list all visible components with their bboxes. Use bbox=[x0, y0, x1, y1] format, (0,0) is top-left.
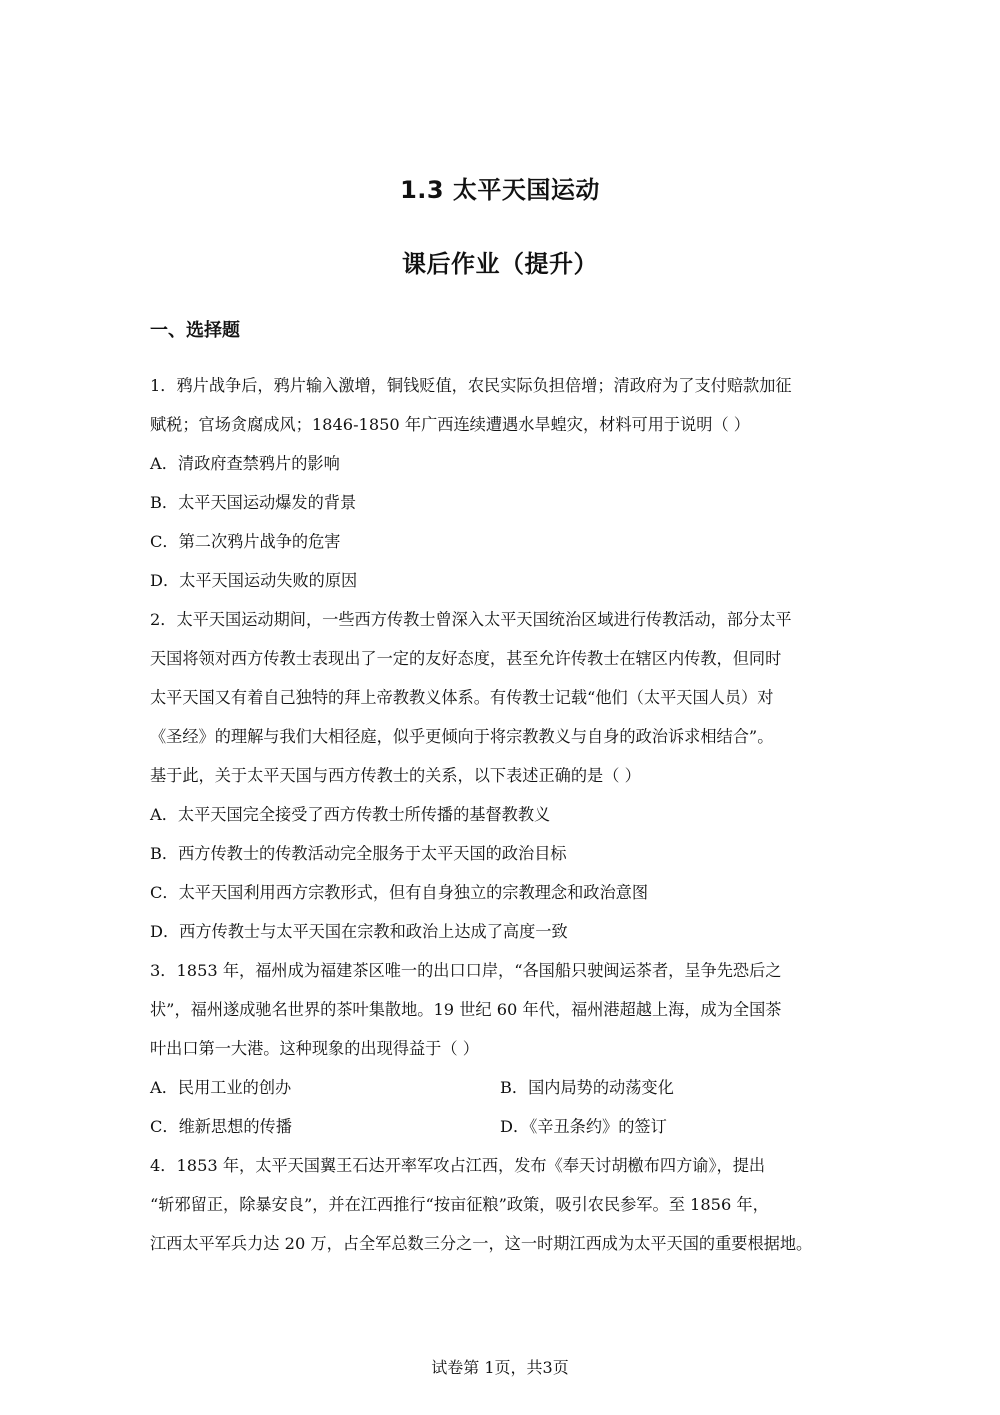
question-text-line: 天国将领对西方传教士表现出了一定的友好态度，甚至允许传教士在辖区内传教，但同时 bbox=[150, 649, 782, 668]
option-row bbox=[150, 1068, 865, 1107]
question-text-line: 赋税；官场贪腐成风；1846-1850 年广西连续遭遇水旱蝗灾，材料可用于说明（ ） bbox=[150, 415, 750, 434]
question-text-line: 状”，福州遂成驰名世界的茶叶集散地。19 世纪 60 年代，福州港超越上海，成为全国茶 bbox=[150, 1000, 782, 1019]
option-b: B．西方传教士的传教活动完全服务于太平天国的政治目标 bbox=[150, 844, 567, 863]
question-text-line: “斩邪留正，除暴安良”，并在江西推行“按亩征粮”政策，吸引农民参军。至 1856 年， bbox=[150, 1195, 769, 1214]
question-text-line: 1．鸦片战争后，鸦片输入激增，铜钱贬值，农民实际负担倍增；清政府为了支付赔款加征 bbox=[150, 376, 792, 395]
option-a: A．民用工业的创办 bbox=[150, 1078, 292, 1097]
question-1 bbox=[150, 366, 865, 600]
option-c: C．维新思想的传播 bbox=[150, 1117, 292, 1136]
question-text-line: 《圣经》的理解与我们大相径庭，似乎更倾向于将宗教教义与自身的政治诉求相结合”。 bbox=[150, 727, 774, 746]
question-text-line: 3．1853 年，福州成为福建茶区唯一的出口口岸，“各国船只驶闽运茶者，呈争先恐后之 bbox=[150, 961, 782, 980]
page-title: 1.3 太平天国运动 bbox=[400, 176, 600, 204]
option-b: B．国内局势的动荡变化 bbox=[500, 1078, 674, 1097]
option-d: D．西方传教士与太平天国在宗教和政治上达成了高度一致 bbox=[150, 922, 568, 941]
question-text-line: 太平天国又有着自己独特的拜上帝教教义体系。有传教士记载“他们（太平天国人员）对 bbox=[150, 688, 774, 707]
question-list bbox=[150, 366, 865, 1263]
option-d: D．《辛丑条约》的签订 bbox=[500, 1117, 667, 1136]
option-c: C．第二次鸦片战争的危害 bbox=[150, 532, 341, 551]
question-text-line: 2．太平天国运动期间，一些西方传教士曾深入太平天国统治区域进行传教活动，部分太平 bbox=[150, 610, 792, 629]
question-text-line: 叶出口第一大港。这种现象的出现得益于（ ） bbox=[150, 1039, 479, 1058]
option-row bbox=[150, 1107, 865, 1146]
section-title: 一、选择题 bbox=[150, 320, 240, 341]
option-a: A．清政府查禁鸦片的影响 bbox=[150, 454, 340, 473]
question-text-line: 4．1853 年，太平天国翼王石达开率军攻占江西，发布《奉天讨胡檄布四方谕》，提出 bbox=[150, 1156, 766, 1175]
question-3 bbox=[150, 951, 865, 1146]
page-subtitle: 课后作业（提升） bbox=[402, 250, 598, 278]
question-2 bbox=[150, 600, 865, 951]
option-d: D．太平天国运动失败的原因 bbox=[150, 571, 358, 590]
option-b: B．太平天国运动爆发的背景 bbox=[150, 493, 357, 512]
question-text-line: 基于此，关于太平天国与西方传教士的关系，以下表述正确的是（ ） bbox=[150, 766, 641, 785]
question-text-line: 江西太平军兵力达 20 万，占全军总数三分之一，这一时期江西成为太平天国的重要根据地。 bbox=[150, 1234, 813, 1253]
option-c: C．太平天国利用西方宗教形式，但有自身独立的宗教理念和政治意图 bbox=[150, 883, 649, 902]
question-4 bbox=[150, 1146, 865, 1263]
option-a: A．太平天国完全接受了西方传教士所传播的基督教教义 bbox=[150, 805, 551, 824]
page-footer: 试卷第 1页，共3页 bbox=[431, 1358, 569, 1377]
